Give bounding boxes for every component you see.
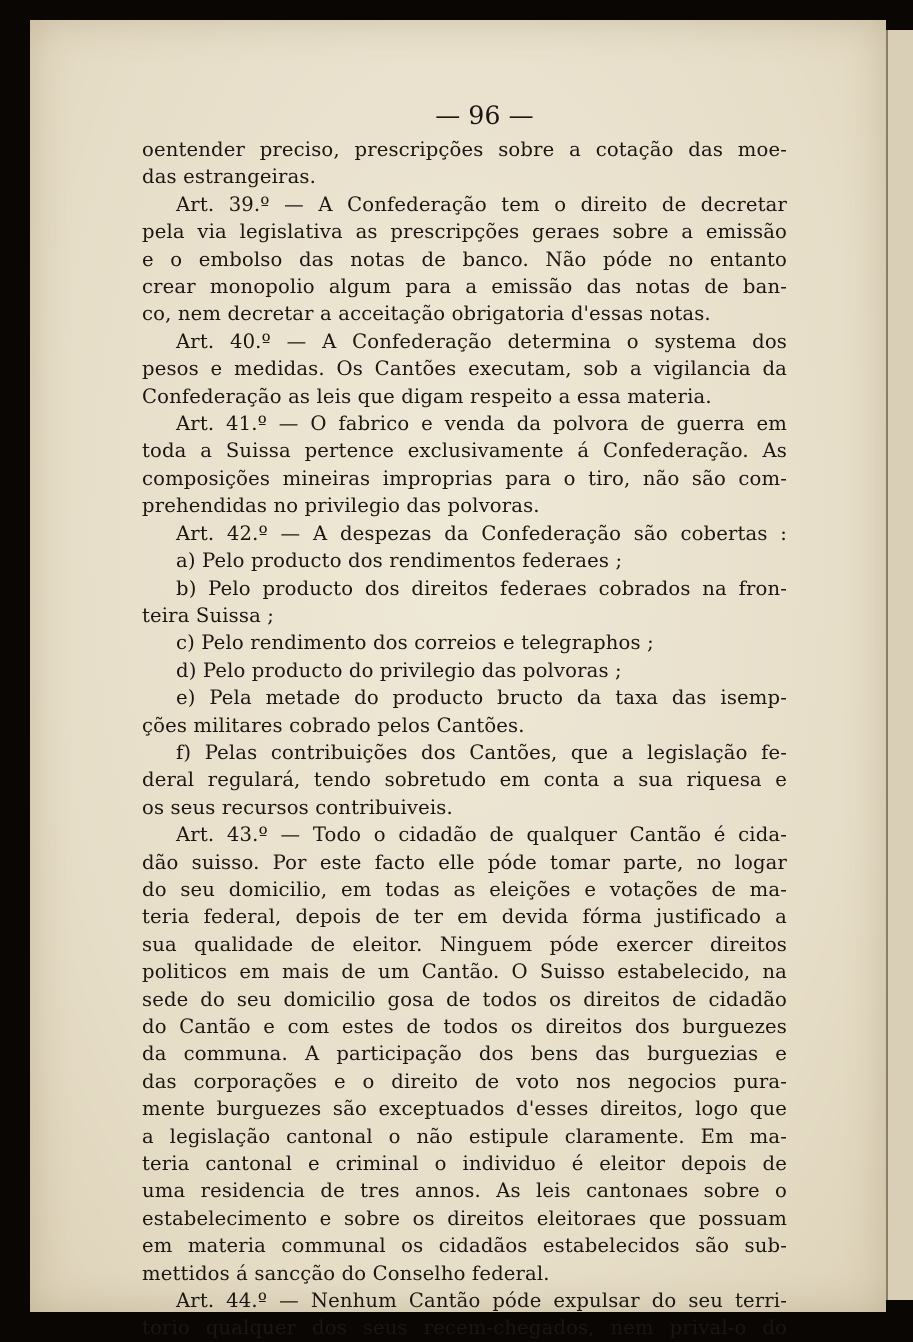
text-line: deral regulará, tendo sobretudo em conta a sua riquesa e <box>142 768 787 792</box>
text-line: das corporações e o direito de voto nos negocios pura- <box>142 1069 787 1093</box>
text-line: f) Pelas contribuições dos Cantões, que a legislação fe- <box>176 740 787 764</box>
text-line: dão suisso. Por este facto elle póde tomar parte, no logar <box>142 850 787 874</box>
text-line: composições mineiras improprias para o tiro, não são com- <box>142 466 787 490</box>
text-line: teira Suissa ; <box>142 603 275 627</box>
page-number: — 96 — <box>435 101 534 130</box>
text-line: crear monopolio algum para a emissão das notas de ban- <box>142 275 787 299</box>
text-line: das estrangeiras. <box>142 165 316 189</box>
text-line: Art. 40.º — A Confederação determina o systema dos <box>176 329 787 353</box>
text-line: Art. 43.º — Todo o cidadão de qualquer Cantão é cida- <box>176 823 787 847</box>
text-line: torio qualquer dos seus recem-chegados, nem prival-o do <box>142 1316 787 1340</box>
text-line: e) Pela metade do producto bructo da taxa das isemp- <box>176 686 787 710</box>
text-line: teria cantonal e criminal o individuo é eleitor depois de <box>142 1152 787 1176</box>
adjacent-page-edge <box>886 30 913 1300</box>
text-line: d) Pelo producto do privilegio das polvoras ; <box>176 658 622 682</box>
text-line: mente burguezes são exceptuados d'esses direitos, logo que <box>142 1097 787 1121</box>
text-line: sede do seu domicilio gosa de todos os direitos de cidadão <box>142 987 787 1011</box>
text-line: Confederação as leis que digam respeito a essa materia. <box>142 384 712 408</box>
text-line: Art. 39.º — A Confederação tem o direito de decretar <box>176 192 787 216</box>
text-lines <box>142 136 787 1342</box>
text-line: uma residencia de tres annos. As leis cantonaes sobre o <box>142 1179 787 1203</box>
text-line: politicos em mais de um Cantão. O Suisso estabelecido, na <box>142 960 787 984</box>
text-line: co, nem decretar a acceitação obrigatoria d'essas notas. <box>142 302 711 326</box>
text-line: Art. 42.º — A despezas da Confederação são cobertas : <box>176 521 787 545</box>
text-line: a) Pelo producto dos rendimentos federaes ; <box>176 549 623 573</box>
text-line: do seu domicilio, em todas as eleições e votações de ma- <box>142 877 787 901</box>
text-line: e o embolso das notas de banco. Não póde no entanto <box>142 247 787 271</box>
text-line: sua qualidade de eleitor. Ninguem póde exercer direitos <box>142 932 787 956</box>
text-line: b) Pelo producto dos direitos federaes cobrados na fron- <box>176 576 787 600</box>
text-line: a legislação cantonal o não estipule claramente. Em ma- <box>142 1124 787 1148</box>
text-line: do Cantão e com estes de todos os direitos dos burguezes <box>142 1015 787 1038</box>
text-line: mettidos á sancção do Conselho federal. <box>142 1261 550 1285</box>
text-line: em materia communal os cidadãos estabelecidos são sub- <box>142 1234 787 1258</box>
text-line: pela via legislativa as prescripções geraes sobre a emissão <box>142 220 787 244</box>
text-line: Art. 44.º — Nenhum Cantão póde expulsar do seu terri- <box>176 1289 787 1313</box>
text-line: oentender preciso, prescripções sobre a cotação das moe- <box>142 138 787 161</box>
page-text <box>142 100 787 1342</box>
text-line: c) Pelo rendimento dos correios e telegraphos ; <box>176 631 654 655</box>
text-line: teria federal, depois de ter em devida fórma justificado a <box>142 905 787 929</box>
text-line: estabelecimento e sobre os direitos eleitoraes que possuam <box>142 1206 787 1230</box>
text-line: prehendidas no privilegio das polvoras. <box>142 494 540 518</box>
text-line: Art. 41.º — O fabrico e venda da polvora de guerra em <box>176 412 787 436</box>
text-line: da communa. A participação dos bens das burguezias e <box>142 1042 787 1066</box>
text-line: pesos e medidas. Os Cantões executam, sob a vigilancia da <box>142 357 787 381</box>
text-line: toda a Suissa pertence exclusivamente á Confederação. As <box>142 439 787 463</box>
text-line: os seus recursos contribuiveis. <box>142 795 453 819</box>
text-line: ções militares cobrado pelos Cantões. <box>142 713 525 737</box>
